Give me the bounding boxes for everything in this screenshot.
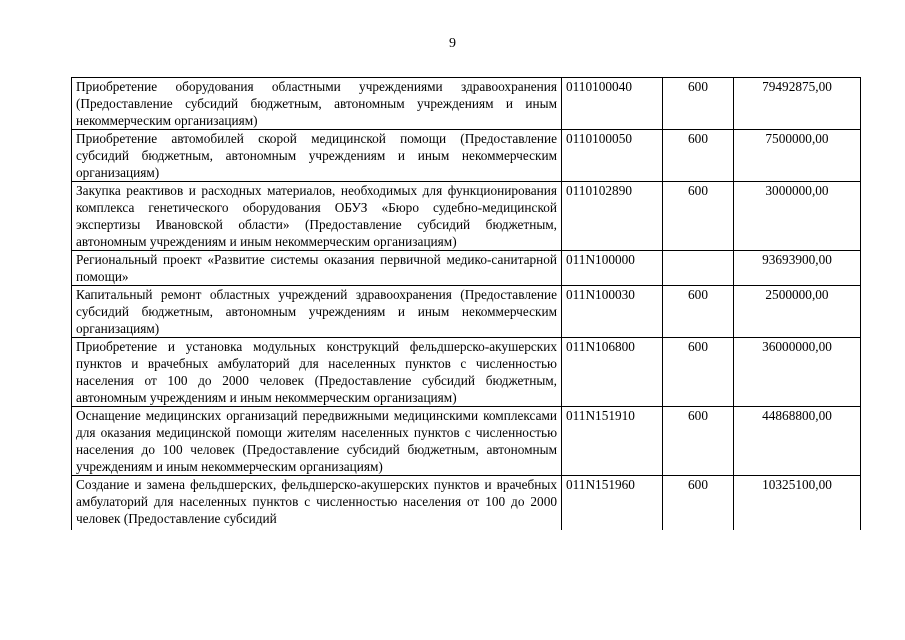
row-name: Приобретение оборудования областными учреждениями здравоохранения (Предоставление субсидий бюджетным, автономным учреждениям и иным некоммерческим организациям): [72, 78, 562, 130]
table-row: [72, 182, 861, 251]
row-name: Капитальный ремонт областных учреждений здравоохранения (Предоставление субсидий бюджетным, автономным учреждениям и иным некоммерческим организациям): [72, 286, 562, 338]
row-sum: 79492875,00: [734, 78, 861, 130]
row-code: 011N151910: [562, 407, 663, 476]
row-code: 011N106800: [562, 338, 663, 407]
row-type: 600: [663, 78, 734, 130]
row-code: 0110100050: [562, 130, 663, 182]
row-type: 600: [663, 476, 734, 531]
row-code: 011N151960: [562, 476, 663, 531]
row-type: [663, 251, 734, 286]
row-type: 600: [663, 182, 734, 251]
table-row: [72, 407, 861, 476]
row-type: 600: [663, 286, 734, 338]
row-code: 0110102890: [562, 182, 663, 251]
row-code: 011N100030: [562, 286, 663, 338]
row-name: Приобретение и установка модульных конструкций фельдшерско-акушерских пунктов и врачебных амбулаторий для населенных пунктов с численностью населения от 100 до 2000 человек (Предоставление субсидий бюджетным, автономным учреждениям и иным некоммерческим организациям): [72, 338, 562, 407]
row-type: 600: [663, 407, 734, 476]
row-name: Приобретение автомобилей скорой медицинской помощи (Предоставление субсидий бюджетным, автономным учреждениям и иным некоммерческим организациям): [72, 130, 562, 182]
table-row: [72, 78, 861, 130]
row-name: Создание и замена фельдшерских, фельдшерско-акушерских пунктов и врачебных амбулаторий для населенных пунктов с численностью населения от 100 до 2000 человек (Предоставление субсидий: [72, 476, 562, 531]
table-row: [72, 338, 861, 407]
table-row: [72, 476, 861, 531]
row-sum: 2500000,00: [734, 286, 861, 338]
budget-table: [71, 77, 861, 530]
row-type: 600: [663, 130, 734, 182]
table-row: [72, 130, 861, 182]
table-row: [72, 251, 861, 286]
row-name: Оснащение медицинских организаций передвижными медицинскими комплексами для оказания медицинской помощи жителям населенных пунктов с численностью населения до 100 человек (Предоставление субсидий бюджетным, автономным учреждениям и иным некоммерческим организациям): [72, 407, 562, 476]
row-code: 011N100000: [562, 251, 663, 286]
table-row: [72, 286, 861, 338]
row-type: 600: [663, 338, 734, 407]
row-sum: 10325100,00: [734, 476, 861, 531]
row-sum: 44868800,00: [734, 407, 861, 476]
row-sum: 36000000,00: [734, 338, 861, 407]
row-sum: 93693900,00: [734, 251, 861, 286]
row-sum: 7500000,00: [734, 130, 861, 182]
row-name: Закупка реактивов и расходных материалов, необходимых для функционирования комплекса генетического оборудования ОБУЗ «Бюро судебно-медицинской экспертизы Ивановской области» (Предоставление субсидий бюджетным, автономным учреждениям и иным некоммерческим организациям): [72, 182, 562, 251]
row-code: 0110100040: [562, 78, 663, 130]
row-sum: 3000000,00: [734, 182, 861, 251]
page-number: 9: [449, 36, 456, 51]
row-name: Региональный проект «Развитие системы оказания первичной медико-санитарной помощи»: [72, 251, 562, 286]
